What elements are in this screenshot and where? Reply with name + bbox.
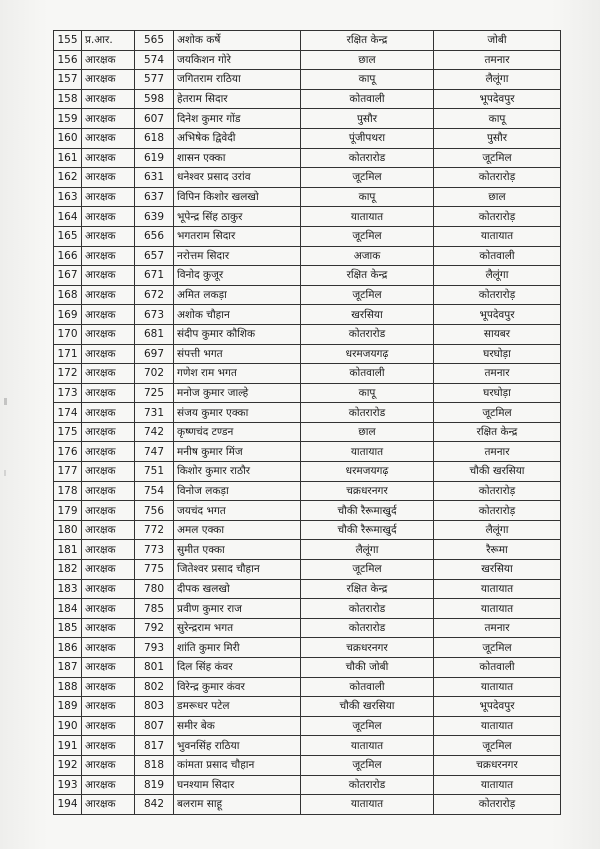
table-row bbox=[54, 324, 561, 344]
new-posting-cell: जूटमिल bbox=[434, 736, 561, 756]
serial-number-cell: 183 bbox=[54, 579, 82, 599]
current-posting-cell: यातायात bbox=[301, 442, 434, 462]
current-posting-cell: कापू bbox=[301, 187, 434, 207]
current-posting-cell: अजाक bbox=[301, 246, 434, 266]
table-row bbox=[54, 560, 561, 580]
current-posting-cell: जूटमिल bbox=[301, 716, 434, 736]
employee-name-cell: दिनेश कुमार गोंड bbox=[174, 109, 301, 129]
new-posting-cell: सायबर bbox=[434, 324, 561, 344]
serial-number-cell: 173 bbox=[54, 383, 82, 403]
new-posting-cell: भूपदेवपुर bbox=[434, 305, 561, 325]
rank-cell: आरक्षक bbox=[82, 560, 135, 580]
serial-number-cell: 167 bbox=[54, 266, 82, 286]
table-row bbox=[54, 638, 561, 658]
rank-cell: आरक्षक bbox=[82, 226, 135, 246]
badge-number-cell: 773 bbox=[135, 540, 174, 560]
employee-name-cell: बलराम साहू bbox=[174, 795, 301, 815]
employee-name-cell: अमल एक्का bbox=[174, 520, 301, 540]
table-row bbox=[54, 599, 561, 619]
rank-cell: आरक्षक bbox=[82, 187, 135, 207]
rank-cell: आरक्षक bbox=[82, 246, 135, 266]
employee-name-cell: संदीप कुमार कौशिक bbox=[174, 324, 301, 344]
employee-name-cell: मनीष कुमार मिंज bbox=[174, 442, 301, 462]
new-posting-cell: घरघोड़ा bbox=[434, 344, 561, 364]
employee-name-cell: हेतराम सिदार bbox=[174, 89, 301, 109]
rank-cell: आरक्षक bbox=[82, 168, 135, 188]
employee-name-cell: दिल सिंह कंवर bbox=[174, 658, 301, 678]
rank-cell: आरक्षक bbox=[82, 148, 135, 168]
new-posting-cell: खरसिया bbox=[434, 560, 561, 580]
serial-number-cell: 160 bbox=[54, 128, 82, 148]
table-row bbox=[54, 775, 561, 795]
rank-cell: आरक्षक bbox=[82, 305, 135, 325]
table-row bbox=[54, 795, 561, 815]
employee-name-cell: जयकिशन गोरे bbox=[174, 50, 301, 70]
new-posting-cell: कोतरारोड़ bbox=[434, 285, 561, 305]
table-row bbox=[54, 266, 561, 286]
current-posting-cell: जूटमिल bbox=[301, 226, 434, 246]
new-posting-cell: छाल bbox=[434, 187, 561, 207]
rank-cell: आरक्षक bbox=[82, 716, 135, 736]
new-posting-cell: रक्षित केन्द्र bbox=[434, 422, 561, 442]
badge-number-cell: 751 bbox=[135, 462, 174, 482]
table-row bbox=[54, 618, 561, 638]
employee-name-cell: संपत्ती भगत bbox=[174, 344, 301, 364]
rank-cell: आरक्षक bbox=[82, 70, 135, 90]
rank-cell: आरक्षक bbox=[82, 736, 135, 756]
new-posting-cell: कोतरारोड़ bbox=[434, 168, 561, 188]
table-row bbox=[54, 422, 561, 442]
serial-number-cell: 179 bbox=[54, 501, 82, 521]
badge-number-cell: 574 bbox=[135, 50, 174, 70]
badge-number-cell: 631 bbox=[135, 168, 174, 188]
serial-number-cell: 185 bbox=[54, 618, 82, 638]
table-body bbox=[54, 31, 561, 815]
badge-number-cell: 731 bbox=[135, 403, 174, 423]
rank-cell: आरक्षक bbox=[82, 403, 135, 423]
rank-cell: आरक्षक bbox=[82, 109, 135, 129]
employee-name-cell: दीपक खलखो bbox=[174, 579, 301, 599]
table-row bbox=[54, 736, 561, 756]
employee-name-cell: अमित लकड़ा bbox=[174, 285, 301, 305]
rank-cell: आरक्षक bbox=[82, 481, 135, 501]
current-posting-cell: रक्षित केन्द्र bbox=[301, 266, 434, 286]
current-posting-cell: जूटमिल bbox=[301, 168, 434, 188]
badge-number-cell: 577 bbox=[135, 70, 174, 90]
table-row bbox=[54, 677, 561, 697]
badge-number-cell: 754 bbox=[135, 481, 174, 501]
table-row bbox=[54, 109, 561, 129]
employee-name-cell: कांमता प्रसाद चौहान bbox=[174, 755, 301, 775]
serial-number-cell: 178 bbox=[54, 481, 82, 501]
table-row bbox=[54, 520, 561, 540]
badge-number-cell: 598 bbox=[135, 89, 174, 109]
employee-name-cell: गणेश राम भगत bbox=[174, 364, 301, 384]
badge-number-cell: 565 bbox=[135, 31, 174, 51]
serial-number-cell: 187 bbox=[54, 658, 82, 678]
serial-number-cell: 174 bbox=[54, 403, 82, 423]
current-posting-cell: चौकी रैरूमाखुर्द bbox=[301, 520, 434, 540]
badge-number-cell: 702 bbox=[135, 364, 174, 384]
new-posting-cell: कोतरारोड़ bbox=[434, 501, 561, 521]
badge-number-cell: 671 bbox=[135, 266, 174, 286]
employee-name-cell: शांति कुमार मिरी bbox=[174, 638, 301, 658]
serial-number-cell: 164 bbox=[54, 207, 82, 227]
serial-number-cell: 171 bbox=[54, 344, 82, 364]
employee-name-cell: प्रवीण कुमार राज bbox=[174, 599, 301, 619]
new-posting-cell: लैलूंगा bbox=[434, 520, 561, 540]
new-posting-cell: कोतरारोड़ bbox=[434, 795, 561, 815]
badge-number-cell: 619 bbox=[135, 148, 174, 168]
badge-number-cell: 772 bbox=[135, 520, 174, 540]
rank-cell: आरक्षक bbox=[82, 540, 135, 560]
rank-cell: आरक्षक bbox=[82, 285, 135, 305]
current-posting-cell: चौकी खरसिया bbox=[301, 697, 434, 717]
badge-number-cell: 672 bbox=[135, 285, 174, 305]
serial-number-cell: 176 bbox=[54, 442, 82, 462]
new-posting-cell: लैलूंगा bbox=[434, 70, 561, 90]
badge-number-cell: 681 bbox=[135, 324, 174, 344]
table-row bbox=[54, 501, 561, 521]
badge-number-cell: 618 bbox=[135, 128, 174, 148]
employee-name-cell: धनेश्वर प्रसाद उरांव bbox=[174, 168, 301, 188]
rank-cell: आरक्षक bbox=[82, 324, 135, 344]
employee-name-cell: समीर बेक bbox=[174, 716, 301, 736]
rank-cell: आरक्षक bbox=[82, 775, 135, 795]
badge-number-cell: 803 bbox=[135, 697, 174, 717]
rank-cell: आरक्षक bbox=[82, 383, 135, 403]
badge-number-cell: 725 bbox=[135, 383, 174, 403]
current-posting-cell: जूटमिल bbox=[301, 560, 434, 580]
new-posting-cell: लैलूंगा bbox=[434, 266, 561, 286]
badge-number-cell: 802 bbox=[135, 677, 174, 697]
current-posting-cell: रक्षित केन्द्र bbox=[301, 579, 434, 599]
serial-number-cell: 184 bbox=[54, 599, 82, 619]
badge-number-cell: 747 bbox=[135, 442, 174, 462]
scan-mark bbox=[4, 398, 7, 405]
table-row bbox=[54, 579, 561, 599]
table-row bbox=[54, 50, 561, 70]
serial-number-cell: 188 bbox=[54, 677, 82, 697]
table-row bbox=[54, 128, 561, 148]
table-row bbox=[54, 226, 561, 246]
new-posting-cell: कोतरारोड़ bbox=[434, 207, 561, 227]
current-posting-cell: कापू bbox=[301, 70, 434, 90]
table-row bbox=[54, 285, 561, 305]
table-row bbox=[54, 89, 561, 109]
table-row bbox=[54, 168, 561, 188]
rank-cell: आरक्षक bbox=[82, 755, 135, 775]
badge-number-cell: 639 bbox=[135, 207, 174, 227]
badge-number-cell: 792 bbox=[135, 618, 174, 638]
rank-cell: आरक्षक bbox=[82, 658, 135, 678]
current-posting-cell: चक्रधरनगर bbox=[301, 481, 434, 501]
serial-number-cell: 165 bbox=[54, 226, 82, 246]
table-row bbox=[54, 305, 561, 325]
badge-number-cell: 842 bbox=[135, 795, 174, 815]
employee-name-cell: जगितराम राठिया bbox=[174, 70, 301, 90]
serial-number-cell: 172 bbox=[54, 364, 82, 384]
new-posting-cell: भूपदेवपुर bbox=[434, 697, 561, 717]
new-posting-cell: यातायात bbox=[434, 677, 561, 697]
current-posting-cell: कोतरारोड bbox=[301, 324, 434, 344]
employee-name-cell: संजय कुमार एक्का bbox=[174, 403, 301, 423]
employee-name-cell: अभिषेक द्विवेदी bbox=[174, 128, 301, 148]
employee-name-cell: अशोक कर्षे bbox=[174, 31, 301, 51]
serial-number-cell: 158 bbox=[54, 89, 82, 109]
serial-number-cell: 159 bbox=[54, 109, 82, 129]
serial-number-cell: 191 bbox=[54, 736, 82, 756]
serial-number-cell: 194 bbox=[54, 795, 82, 815]
current-posting-cell: छाल bbox=[301, 50, 434, 70]
rank-cell: आरक्षक bbox=[82, 364, 135, 384]
serial-number-cell: 166 bbox=[54, 246, 82, 266]
new-posting-cell: तमनार bbox=[434, 50, 561, 70]
rank-cell: आरक्षक bbox=[82, 697, 135, 717]
new-posting-cell: जोबी bbox=[434, 31, 561, 51]
table-row bbox=[54, 403, 561, 423]
employee-name-cell: भूपेन्द्र सिंह ठाकुर bbox=[174, 207, 301, 227]
table-row bbox=[54, 70, 561, 90]
table-row bbox=[54, 148, 561, 168]
table-row bbox=[54, 462, 561, 482]
table-row bbox=[54, 481, 561, 501]
current-posting-cell: जूटमिल bbox=[301, 755, 434, 775]
employee-name-cell: किशोर कुमार राठौर bbox=[174, 462, 301, 482]
rank-cell: आरक्षक bbox=[82, 520, 135, 540]
employee-name-cell: भगतराम सिदार bbox=[174, 226, 301, 246]
serial-number-cell: 180 bbox=[54, 520, 82, 540]
rank-cell: आरक्षक bbox=[82, 344, 135, 364]
current-posting-cell: कोतरारोड bbox=[301, 599, 434, 619]
table-row bbox=[54, 540, 561, 560]
current-posting-cell: धरमजयगढ़ bbox=[301, 344, 434, 364]
employee-name-cell: मनोज कुमार जाल्हे bbox=[174, 383, 301, 403]
serial-number-cell: 190 bbox=[54, 716, 82, 736]
badge-number-cell: 637 bbox=[135, 187, 174, 207]
rank-cell: आरक्षक bbox=[82, 795, 135, 815]
employee-name-cell: सुमीत एक्का bbox=[174, 540, 301, 560]
employee-name-cell: सुरेन्द्रराम भगत bbox=[174, 618, 301, 638]
rank-cell: आरक्षक bbox=[82, 442, 135, 462]
table-row bbox=[54, 658, 561, 678]
current-posting-cell: जूटमिल bbox=[301, 285, 434, 305]
table-row bbox=[54, 246, 561, 266]
new-posting-cell: कोतवाली bbox=[434, 246, 561, 266]
new-posting-cell: यातायात bbox=[434, 599, 561, 619]
rank-cell: आरक्षक bbox=[82, 579, 135, 599]
serial-number-cell: 189 bbox=[54, 697, 82, 717]
new-posting-cell: यातायात bbox=[434, 716, 561, 736]
current-posting-cell: यातायात bbox=[301, 736, 434, 756]
current-posting-cell: कोतवाली bbox=[301, 677, 434, 697]
new-posting-cell: घरघोड़ा bbox=[434, 383, 561, 403]
current-posting-cell: कोतरारोड bbox=[301, 775, 434, 795]
rank-cell: आरक्षक bbox=[82, 599, 135, 619]
serial-number-cell: 177 bbox=[54, 462, 82, 482]
current-posting-cell: पूंजीपथरा bbox=[301, 128, 434, 148]
new-posting-cell: तमनार bbox=[434, 442, 561, 462]
rank-cell: प्र.आर. bbox=[82, 31, 135, 51]
badge-number-cell: 756 bbox=[135, 501, 174, 521]
new-posting-cell: पुसौर bbox=[434, 128, 561, 148]
new-posting-cell: तमनार bbox=[434, 618, 561, 638]
current-posting-cell: छाल bbox=[301, 422, 434, 442]
employee-name-cell: जितेश्वर प्रसाद चौहान bbox=[174, 560, 301, 580]
serial-number-cell: 186 bbox=[54, 638, 82, 658]
new-posting-cell: कोतवाली bbox=[434, 658, 561, 678]
new-posting-cell: यातायात bbox=[434, 226, 561, 246]
current-posting-cell: कोतरारोड bbox=[301, 148, 434, 168]
transfer-table bbox=[53, 30, 561, 815]
employee-name-cell: घनश्याम सिदार bbox=[174, 775, 301, 795]
rank-cell: आरक्षक bbox=[82, 266, 135, 286]
badge-number-cell: 801 bbox=[135, 658, 174, 678]
new-posting-cell: जूटमिल bbox=[434, 638, 561, 658]
table-row bbox=[54, 31, 561, 51]
employee-name-cell: नरोत्तम सिदार bbox=[174, 246, 301, 266]
rank-cell: आरक्षक bbox=[82, 207, 135, 227]
table-row bbox=[54, 207, 561, 227]
badge-number-cell: 657 bbox=[135, 246, 174, 266]
scan-mark bbox=[4, 470, 6, 476]
employee-name-cell: अशोक चौहान bbox=[174, 305, 301, 325]
current-posting-cell: यातायात bbox=[301, 207, 434, 227]
badge-number-cell: 775 bbox=[135, 560, 174, 580]
serial-number-cell: 193 bbox=[54, 775, 82, 795]
table-row bbox=[54, 755, 561, 775]
employee-name-cell: कृष्णचंद टण्डन bbox=[174, 422, 301, 442]
badge-number-cell: 673 bbox=[135, 305, 174, 325]
serial-number-cell: 155 bbox=[54, 31, 82, 51]
table-row bbox=[54, 187, 561, 207]
current-posting-cell: कोतवाली bbox=[301, 89, 434, 109]
badge-number-cell: 819 bbox=[135, 775, 174, 795]
current-posting-cell: पुसौर bbox=[301, 109, 434, 129]
serial-number-cell: 182 bbox=[54, 560, 82, 580]
badge-number-cell: 807 bbox=[135, 716, 174, 736]
current-posting-cell: यातायात bbox=[301, 795, 434, 815]
badge-number-cell: 697 bbox=[135, 344, 174, 364]
serial-number-cell: 175 bbox=[54, 422, 82, 442]
new-posting-cell: रैरूमा bbox=[434, 540, 561, 560]
serial-number-cell: 157 bbox=[54, 70, 82, 90]
current-posting-cell: कोतवाली bbox=[301, 364, 434, 384]
new-posting-cell: तमनार bbox=[434, 364, 561, 384]
new-posting-cell: कोतरारोड़ bbox=[434, 481, 561, 501]
badge-number-cell: 793 bbox=[135, 638, 174, 658]
new-posting-cell: यातायात bbox=[434, 775, 561, 795]
serial-number-cell: 181 bbox=[54, 540, 82, 560]
current-posting-cell: कोतरारोड bbox=[301, 403, 434, 423]
serial-number-cell: 168 bbox=[54, 285, 82, 305]
employee-name-cell: डमरूधर पटेल bbox=[174, 697, 301, 717]
badge-number-cell: 785 bbox=[135, 599, 174, 619]
rank-cell: आरक्षक bbox=[82, 89, 135, 109]
current-posting-cell: कापू bbox=[301, 383, 434, 403]
table-row bbox=[54, 697, 561, 717]
serial-number-cell: 169 bbox=[54, 305, 82, 325]
badge-number-cell: 817 bbox=[135, 736, 174, 756]
employee-name-cell: विनोज लकड़ा bbox=[174, 481, 301, 501]
serial-number-cell: 170 bbox=[54, 324, 82, 344]
current-posting-cell: लैलूंगा bbox=[301, 540, 434, 560]
employee-name-cell: जयचंद भगत bbox=[174, 501, 301, 521]
rank-cell: आरक्षक bbox=[82, 501, 135, 521]
current-posting-cell: रक्षित केन्द्र bbox=[301, 31, 434, 51]
employee-name-cell: शासन एक्का bbox=[174, 148, 301, 168]
new-posting-cell: चौकी खरसिया bbox=[434, 462, 561, 482]
serial-number-cell: 192 bbox=[54, 755, 82, 775]
badge-number-cell: 742 bbox=[135, 422, 174, 442]
table-row bbox=[54, 344, 561, 364]
table-row bbox=[54, 716, 561, 736]
rank-cell: आरक्षक bbox=[82, 128, 135, 148]
new-posting-cell: भूपदेवपुर bbox=[434, 89, 561, 109]
badge-number-cell: 656 bbox=[135, 226, 174, 246]
employee-name-cell: विरेन्द्र कुमार कंवर bbox=[174, 677, 301, 697]
current-posting-cell: चौकी रैरूमाखुर्द bbox=[301, 501, 434, 521]
current-posting-cell: धरमजयगढ़ bbox=[301, 462, 434, 482]
employee-name-cell: विनोद कुजूर bbox=[174, 266, 301, 286]
new-posting-cell: जूटमिल bbox=[434, 148, 561, 168]
rank-cell: आरक्षक bbox=[82, 422, 135, 442]
current-posting-cell: कोतरारोड bbox=[301, 618, 434, 638]
employee-name-cell: भुवनसिंह राठिया bbox=[174, 736, 301, 756]
new-posting-cell: जूटमिल bbox=[434, 403, 561, 423]
badge-number-cell: 780 bbox=[135, 579, 174, 599]
new-posting-cell: कापू bbox=[434, 109, 561, 129]
rank-cell: आरक्षक bbox=[82, 50, 135, 70]
new-posting-cell: यातायात bbox=[434, 579, 561, 599]
rank-cell: आरक्षक bbox=[82, 618, 135, 638]
serial-number-cell: 163 bbox=[54, 187, 82, 207]
new-posting-cell: चक्रधरनगर bbox=[434, 755, 561, 775]
serial-number-cell: 156 bbox=[54, 50, 82, 70]
table-row bbox=[54, 364, 561, 384]
table-row bbox=[54, 383, 561, 403]
current-posting-cell: चक्रधरनगर bbox=[301, 638, 434, 658]
rank-cell: आरक्षक bbox=[82, 462, 135, 482]
rank-cell: आरक्षक bbox=[82, 638, 135, 658]
employee-name-cell: विपिन किशोर खलखो bbox=[174, 187, 301, 207]
current-posting-cell: खरसिया bbox=[301, 305, 434, 325]
badge-number-cell: 818 bbox=[135, 755, 174, 775]
rank-cell: आरक्षक bbox=[82, 677, 135, 697]
badge-number-cell: 607 bbox=[135, 109, 174, 129]
current-posting-cell: चौकी जोबी bbox=[301, 658, 434, 678]
serial-number-cell: 162 bbox=[54, 168, 82, 188]
table-row bbox=[54, 442, 561, 462]
serial-number-cell: 161 bbox=[54, 148, 82, 168]
